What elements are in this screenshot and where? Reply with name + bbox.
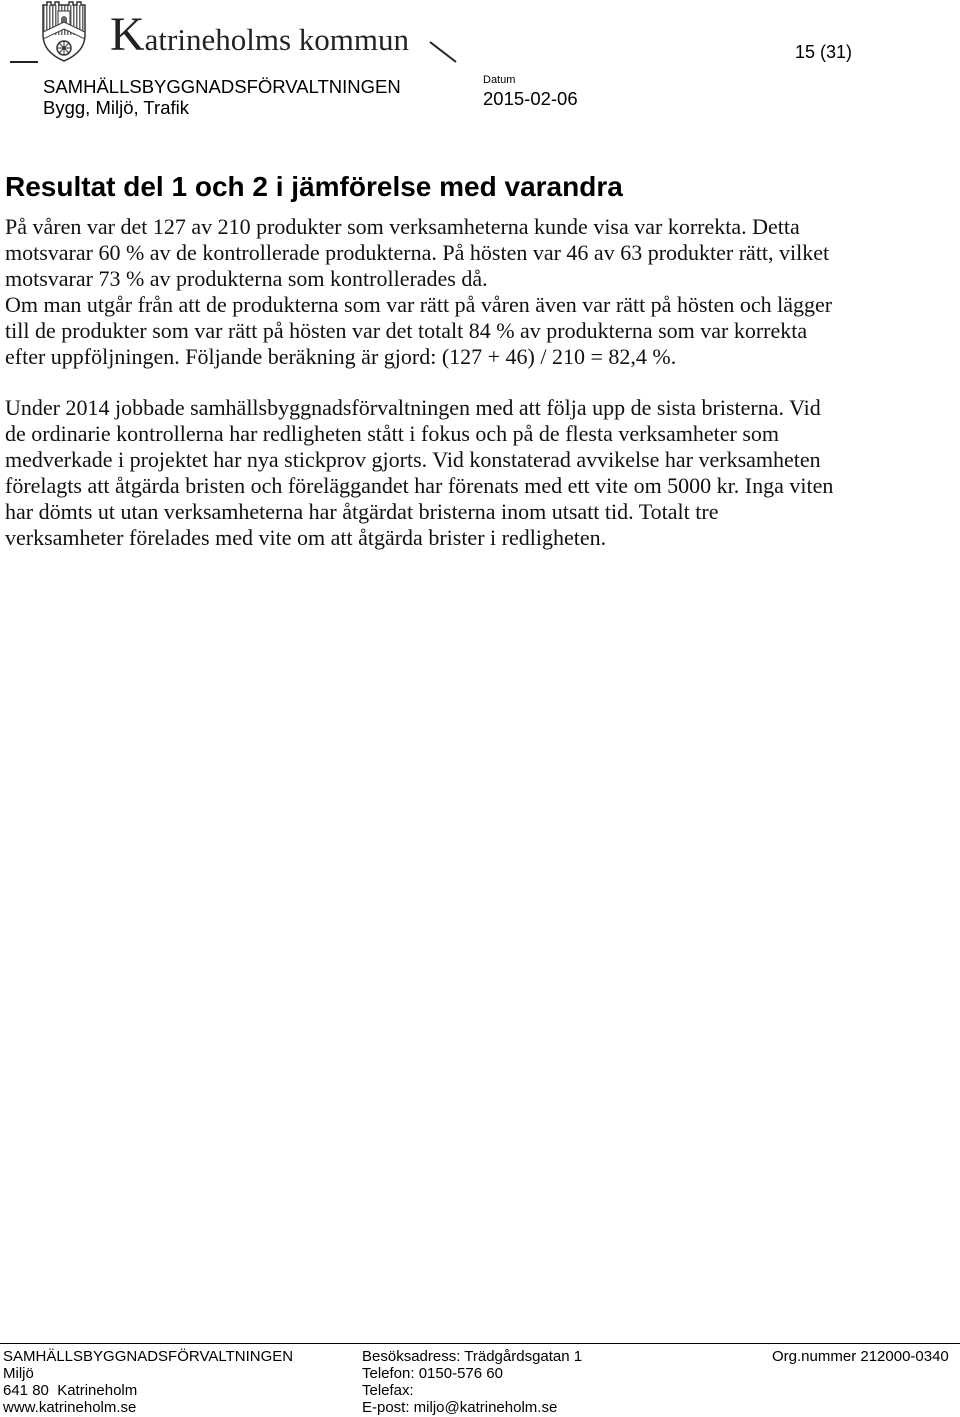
department-name: SAMHÄLLSBYGGNADSFÖRVALTNINGEN (43, 76, 401, 97)
footer-visiting-address: Besöksadress: Trädgårdsgatan 1 (362, 1348, 583, 1365)
paragraph-line: Under 2014 jobbade samhällsbyggnadsförvaltningen med att följa upp de sista bristerna. Vid (5, 395, 821, 420)
footer-contact (362, 1348, 582, 1416)
paragraph-line: har dömts ut utan verksamheterna har åtgärdat bristerna inom utsatt tid. Totalt tre (5, 499, 719, 524)
footer-rule (0, 1343, 960, 1344)
paragraph-1 (5, 214, 832, 370)
paragraph-line: motsvarar 60 % av de kontrollerade produkterna. På hösten var 46 av 63 produkter rätt, vilket (5, 240, 830, 265)
section-title: Resultat del 1 och 2 i jämförelse med varandra (5, 171, 623, 202)
paragraph-line: Om man utgår från att de produkterna som var rätt på våren även var rätt på hösten och lägger (5, 292, 833, 317)
footer-unit: Miljö (3, 1365, 34, 1382)
paragraph-line: På våren var det 127 av 210 produkter som verksamheterna kunde visa var korrekta. Detta (5, 214, 800, 239)
logo-rule (10, 61, 38, 63)
date-label: Datum (483, 74, 516, 86)
footer-email: E-post: miljo@katrineholm.se (362, 1399, 558, 1416)
footer-postal-address: 641 80 Katrineholm (3, 1382, 138, 1399)
logo-slash (428, 40, 458, 64)
footer-organization (3, 1348, 293, 1416)
coat-of-arms-icon (40, 1, 88, 63)
footer-registration (772, 1348, 949, 1365)
unit-name: Bygg, Miljö, Trafik (43, 97, 189, 118)
footer-website: www.katrineholm.se (3, 1399, 137, 1416)
paragraph-2 (5, 395, 833, 551)
paragraph-line: efter uppföljningen. Följande beräkning är gjord: (127 + 46) / 210 = 82,4 %. (5, 344, 677, 369)
municipality-logo-text: Katrineholms kommun (110, 8, 410, 61)
document-date: 2015-02-06 (483, 88, 578, 109)
footer-phone: Telefon: 0150-576 60 (362, 1365, 503, 1382)
footer-department: SAMHÄLLSBYGGNADSFÖRVALTNINGEN (3, 1348, 294, 1365)
paragraph-line: till de produkter som var rätt på hösten var det totalt 84 % av produkterna som var korrekta (5, 318, 808, 343)
footer-fax: Telefax: (362, 1382, 414, 1399)
page-number: 15 (31) (795, 42, 853, 62)
footer-org-number: Org.nummer 212000-0340 (772, 1348, 949, 1365)
paragraph-line: förelagts att åtgärda bristen och föreläggandet har förenats med ett vite om 5000 kr. Inga viten (5, 473, 834, 498)
paragraph-line: motsvarar 73 % av produkterna som kontrollerades då. (5, 266, 488, 291)
paragraph-line: verksamheter förelades med vite om att åtgärda brister i redligheten. (5, 525, 607, 550)
paragraph-line: medverkade i projektet har nya stickprov gjorts. Vid konstaterad avvikelse har verksamheten (5, 447, 821, 472)
paragraph-line: de ordinarie kontrollerna har redligheten stått i fokus och på de flesta verksamheter som (5, 421, 780, 446)
